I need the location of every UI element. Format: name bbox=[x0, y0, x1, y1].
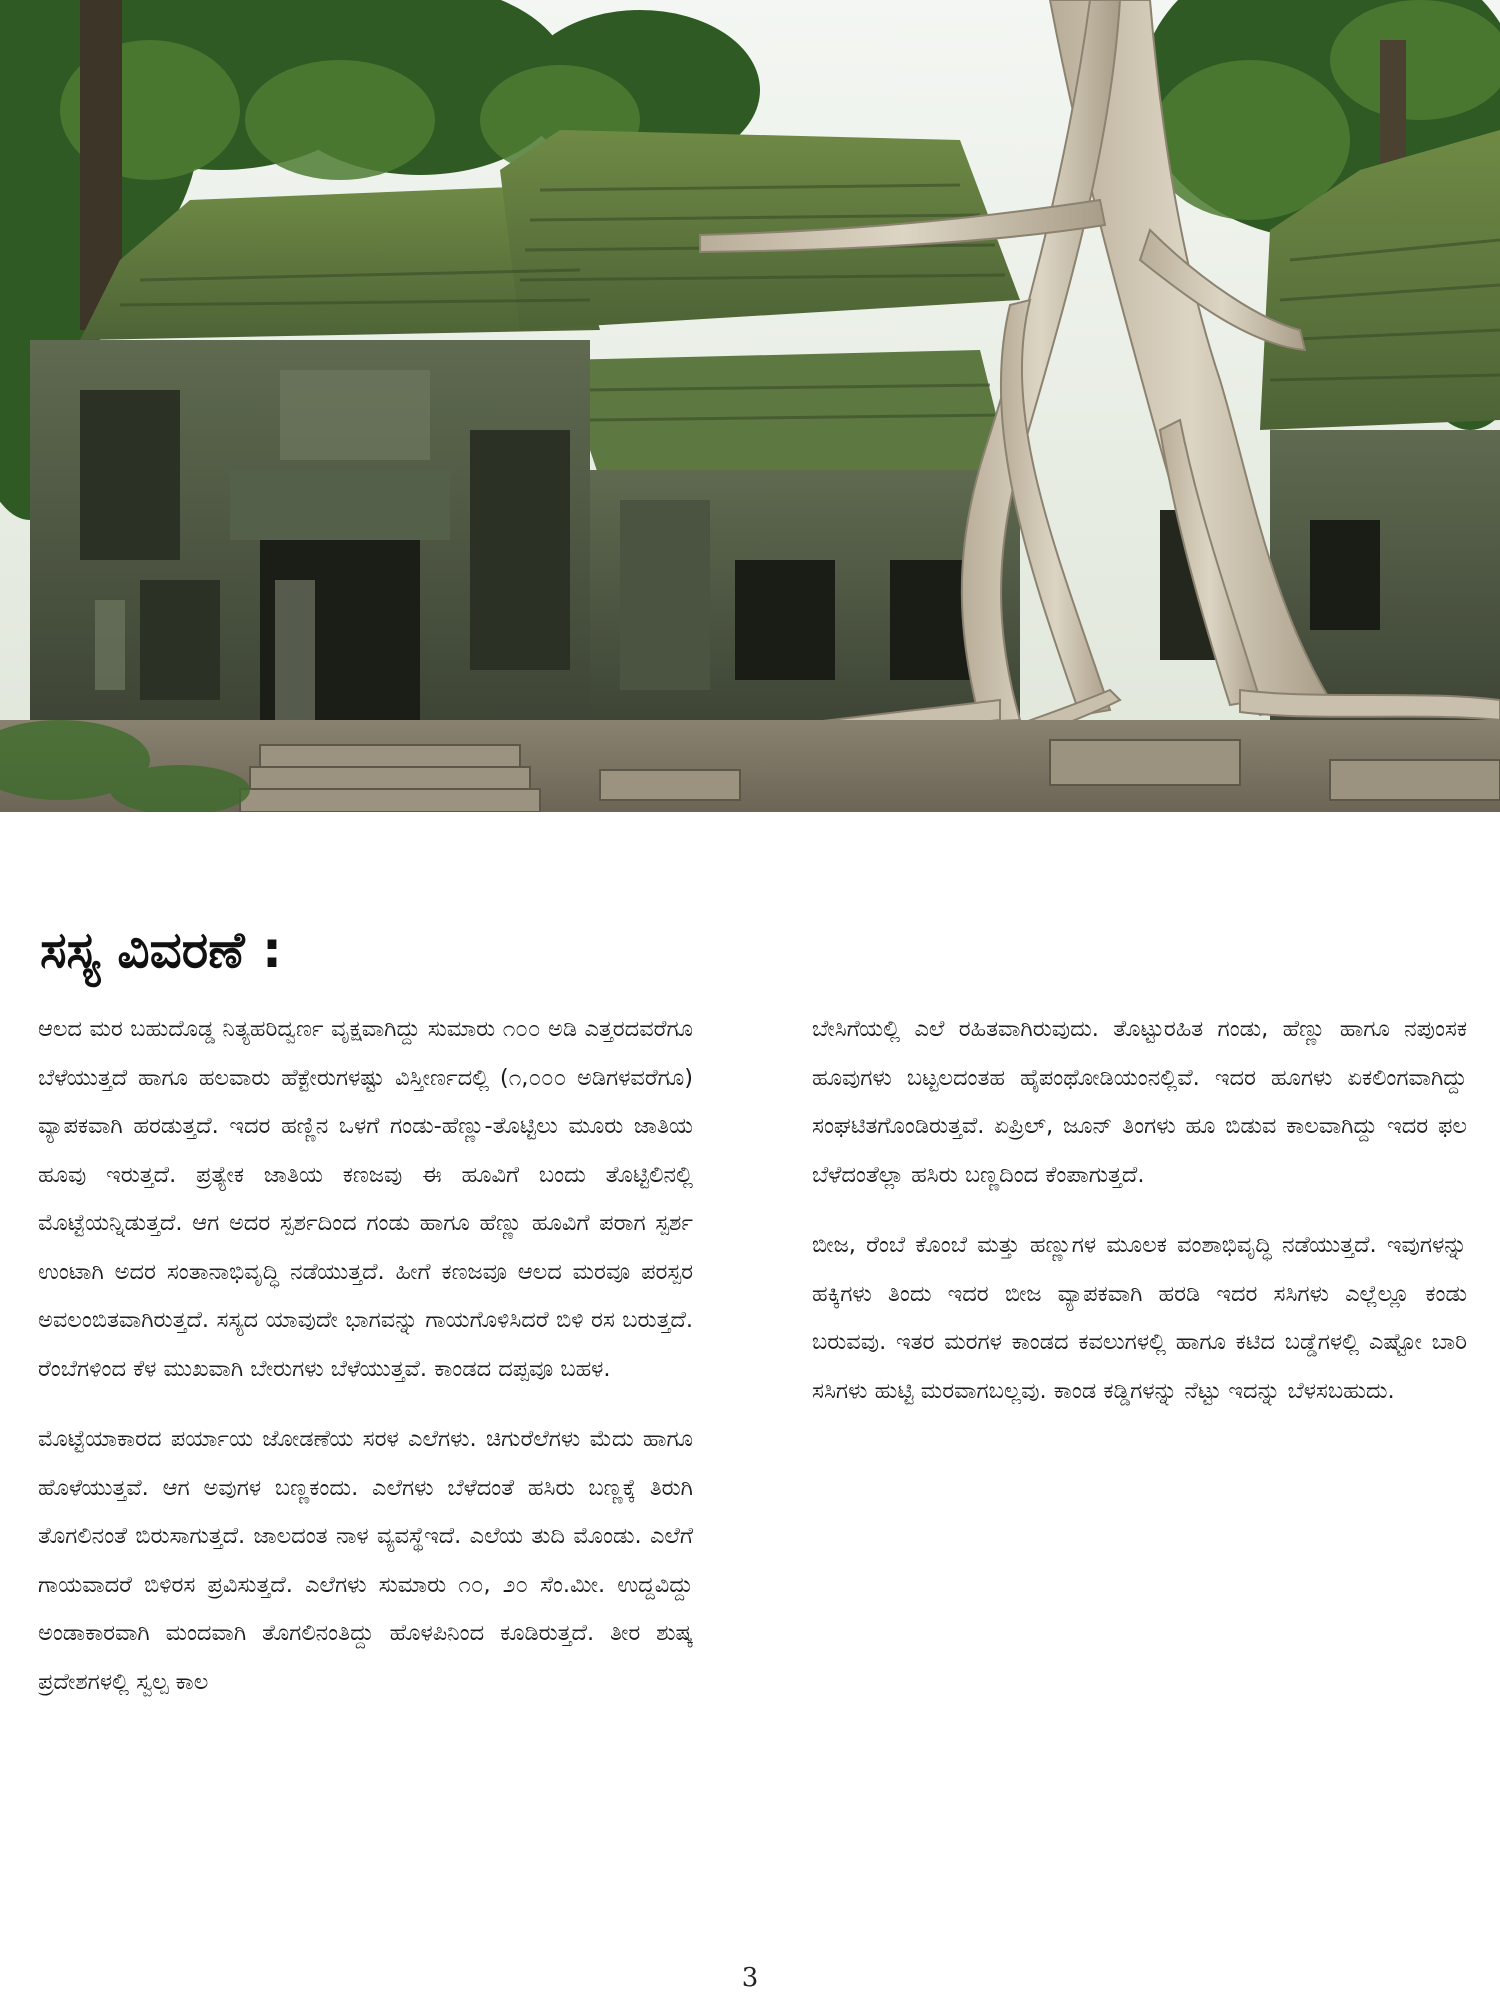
left-paragraph-1: ಆಲದ ಮರ ಬಹುದೊಡ್ಡ ನಿತ್ಯಹರಿದ್ವರ್ಣ ವೃಕ್ಷವಾಗಿದ್ದು ಸುಮಾರು ೧೦೦ ಅಡಿ ಎತ್ತರದವರೆಗೂ ಬೆಳೆಯುತ್ತದೆ ಹಾಗೂ ಹಲವಾರು ಹೆಕ್ಟೇರುಗಳಷ್ಟು ವಿಸ್ತೀರ್ಣದಲ್ಲಿ (೧,೦೦೦ ಅಡಿಗಳವರೆಗೂ) ವ್ಯಾಪಕವಾಗಿ ಹರಡುತ್ತದೆ. ಇದರ ಹಣ್ಣಿನ ಒಳಗೆ ಗಂಡು-ಹೆಣ್ಣು-ತೊಟ್ಟಿಲು ಮೂರು ಜಾತಿಯ ಹೂವು ಇರುತ್ತದೆ. ಪ್ರತ್ಯೇಕ ಜಾತಿಯ ಕಣಜವು ಈ ಹೂವಿಗೆ ಬಂದು ತೊಟ್ಟಿಲಿನಲ್ಲಿ ಮೊಟ್ಟೆಯನ್ನಿಡುತ್ತದೆ. ಆಗ ಅದರ ಸ್ಪರ್ಶದಿಂದ ಗಂಡು ಹಾಗೂ ಹೆಣ್ಣು ಹೂವಿಗೆ ಪರಾಗ ಸ್ಪರ್ಶ ಉಂಟಾಗಿ ಅದರ ಸಂತಾನಾಭಿವೃದ್ಧಿ ನಡೆಯುತ್ತದೆ. ಹೀಗೆ ಕಣಜವೂ ಆಲದ ಮರವೂ ಪರಸ್ಪರ ಅವಲಂಬಿತವಾಗಿರುತ್ತದೆ. ಸಸ್ಯದ ಯಾವುದೇ ಭಾಗವನ್ನು ಗಾಯಗೊಳಿಸಿದರೆ ಬಿಳಿ ರಸ ಬರುತ್ತದೆ. ರೆಂಬೆಗಳಿಂದ ಕೆಳ ಮುಖವಾಗಿ ಬೇರುಗಳು ಬೆಳೆಯುತ್ತವೆ. ಕಾಂಡದ ದಪ್ಪವೂ ಬಹಳ. bbox=[38, 1016, 693, 1382]
right-text-column bbox=[812, 1005, 1467, 1437]
section-heading: ಸಸ್ಯ ವಿವರಣೆ : bbox=[40, 921, 283, 979]
temple-ruins-with-banyan-tree-photo-icon bbox=[0, 0, 1500, 812]
left-paragraph-2: ಮೊಟ್ಟೆಯಾಕಾರದ ಪರ್ಯಾಯ ಜೋಡಣೆಯ ಸರಳ ಎಲೆಗಳು. ಚಿಗುರೆಲೆಗಳು ಮೆದು ಹಾಗೂ ಹೊಳೆಯುತ್ತವೆ. ಆಗ ಅವುಗಳ ಬಣ್ಣಕಂದು. ಎಲೆಗಳು ಬೆಳೆದಂತೆ ಹಸಿರು ಬಣ್ಣಕ್ಕೆ ತಿರುಗಿ ತೊಗಲಿನಂತೆ ಬಿರುಸಾಗುತ್ತದೆ. ಜಾಲದಂತ ನಾಳ ವ್ಯವಸ್ಥೆಇದೆ. ಎಲೆಯ ತುದಿ ಮೊಂಡು. ಎಲೆಗೆ ಗಾಯವಾದರೆ ಬಿಳಿರಸ ಪ್ರವಿಸುತ್ತದೆ. ಎಲೆಗಳು ಸುಮಾರು ೧೦, ೨೦ ಸೆಂ.ಮೀ. ಉದ್ದವಿದ್ದು ಅಂಡಾಕಾರವಾಗಿ ಮಂದವಾಗಿ ತೊಗಲಿನಂತಿದ್ದು ಹೊಳಪಿನಿಂದ ಕೂಡಿರುತ್ತದೆ. ತೀರ ಶುಷ್ಕ ಪ್ರದೇಶಗಳಲ್ಲಿ ಸ್ವಲ್ಪ ಕಾಲ bbox=[38, 1426, 693, 1695]
page-number: 3 bbox=[741, 1963, 759, 1993]
right-paragraph-1: ಬೇಸಿಗೆಯಲ್ಲಿ ಎಲೆ ರಹಿತವಾಗಿರುವುದು. ತೊಟ್ಟುರಹಿತ ಗಂಡು, ಹೆಣ್ಣು ಹಾಗೂ ನಪುಂಸಕ ಹೂವುಗಳು ಬಟ್ಟಲದಂತಹ ಹೈಪಂಥೋಡಿಯಂನಲ್ಲಿವೆ. ಇದರ ಹೂಗಳು ಏಕಲಿಂಗವಾಗಿದ್ದು ಸಂಘಟಿತಗೊಂಡಿರುತ್ತವೆ. ಏಪ್ರಿಲ್, ಜೂನ್ ತಿಂಗಳು ಹೂ ಬಿಡುವ ಕಾಲವಾಗಿದ್ದು ಇದರ ಫಲ ಬೆಳೆದಂತೆಲ್ಲಾ ಹಸಿರು ಬಣ್ಣದಿಂದ ಕೆಂಪಾಗುತ್ತದೆ. bbox=[812, 1016, 1467, 1188]
left-text-column bbox=[38, 1005, 693, 1728]
temple-banyan-photo bbox=[0, 0, 1500, 812]
right-paragraph-2: ಬೀಜ, ರೆಂಬೆ ಕೊಂಬೆ ಮತ್ತು ಹಣ್ಣುಗಳ ಮೂಲಕ ವಂಶಾಭಿವೃದ್ಧಿ ನಡೆಯುತ್ತದೆ. ಇವುಗಳನ್ನು ಹಕ್ಕಿಗಳು ತಿಂದು ಇದರ ಬೀಜ ವ್ಯಾಪಕವಾಗಿ ಹರಡಿ ಇದರ ಸಸಿಗಳು ಎಲ್ಲೆಲ್ಲೂ ಕಂಡು ಬರುವವು. ಇತರ ಮರಗಳ ಕಾಂಡದ ಕವಲುಗಳಲ್ಲಿ ಹಾಗೂ ಕಟಿದ ಬಡ್ಡೆಗಳಲ್ಲಿ ಎಷ್ಟೋ ಬಾರಿ ಸಸಿಗಳು ಹುಟ್ಟಿ ಮರವಾಗಬಲ್ಲವು. ಕಾಂಡ ಕಡ್ಡಿಗಳನ್ನು ನೆಟ್ಟು ಇದನ್ನು ಬೆಳಸಬಹುದು. bbox=[812, 1232, 1467, 1404]
